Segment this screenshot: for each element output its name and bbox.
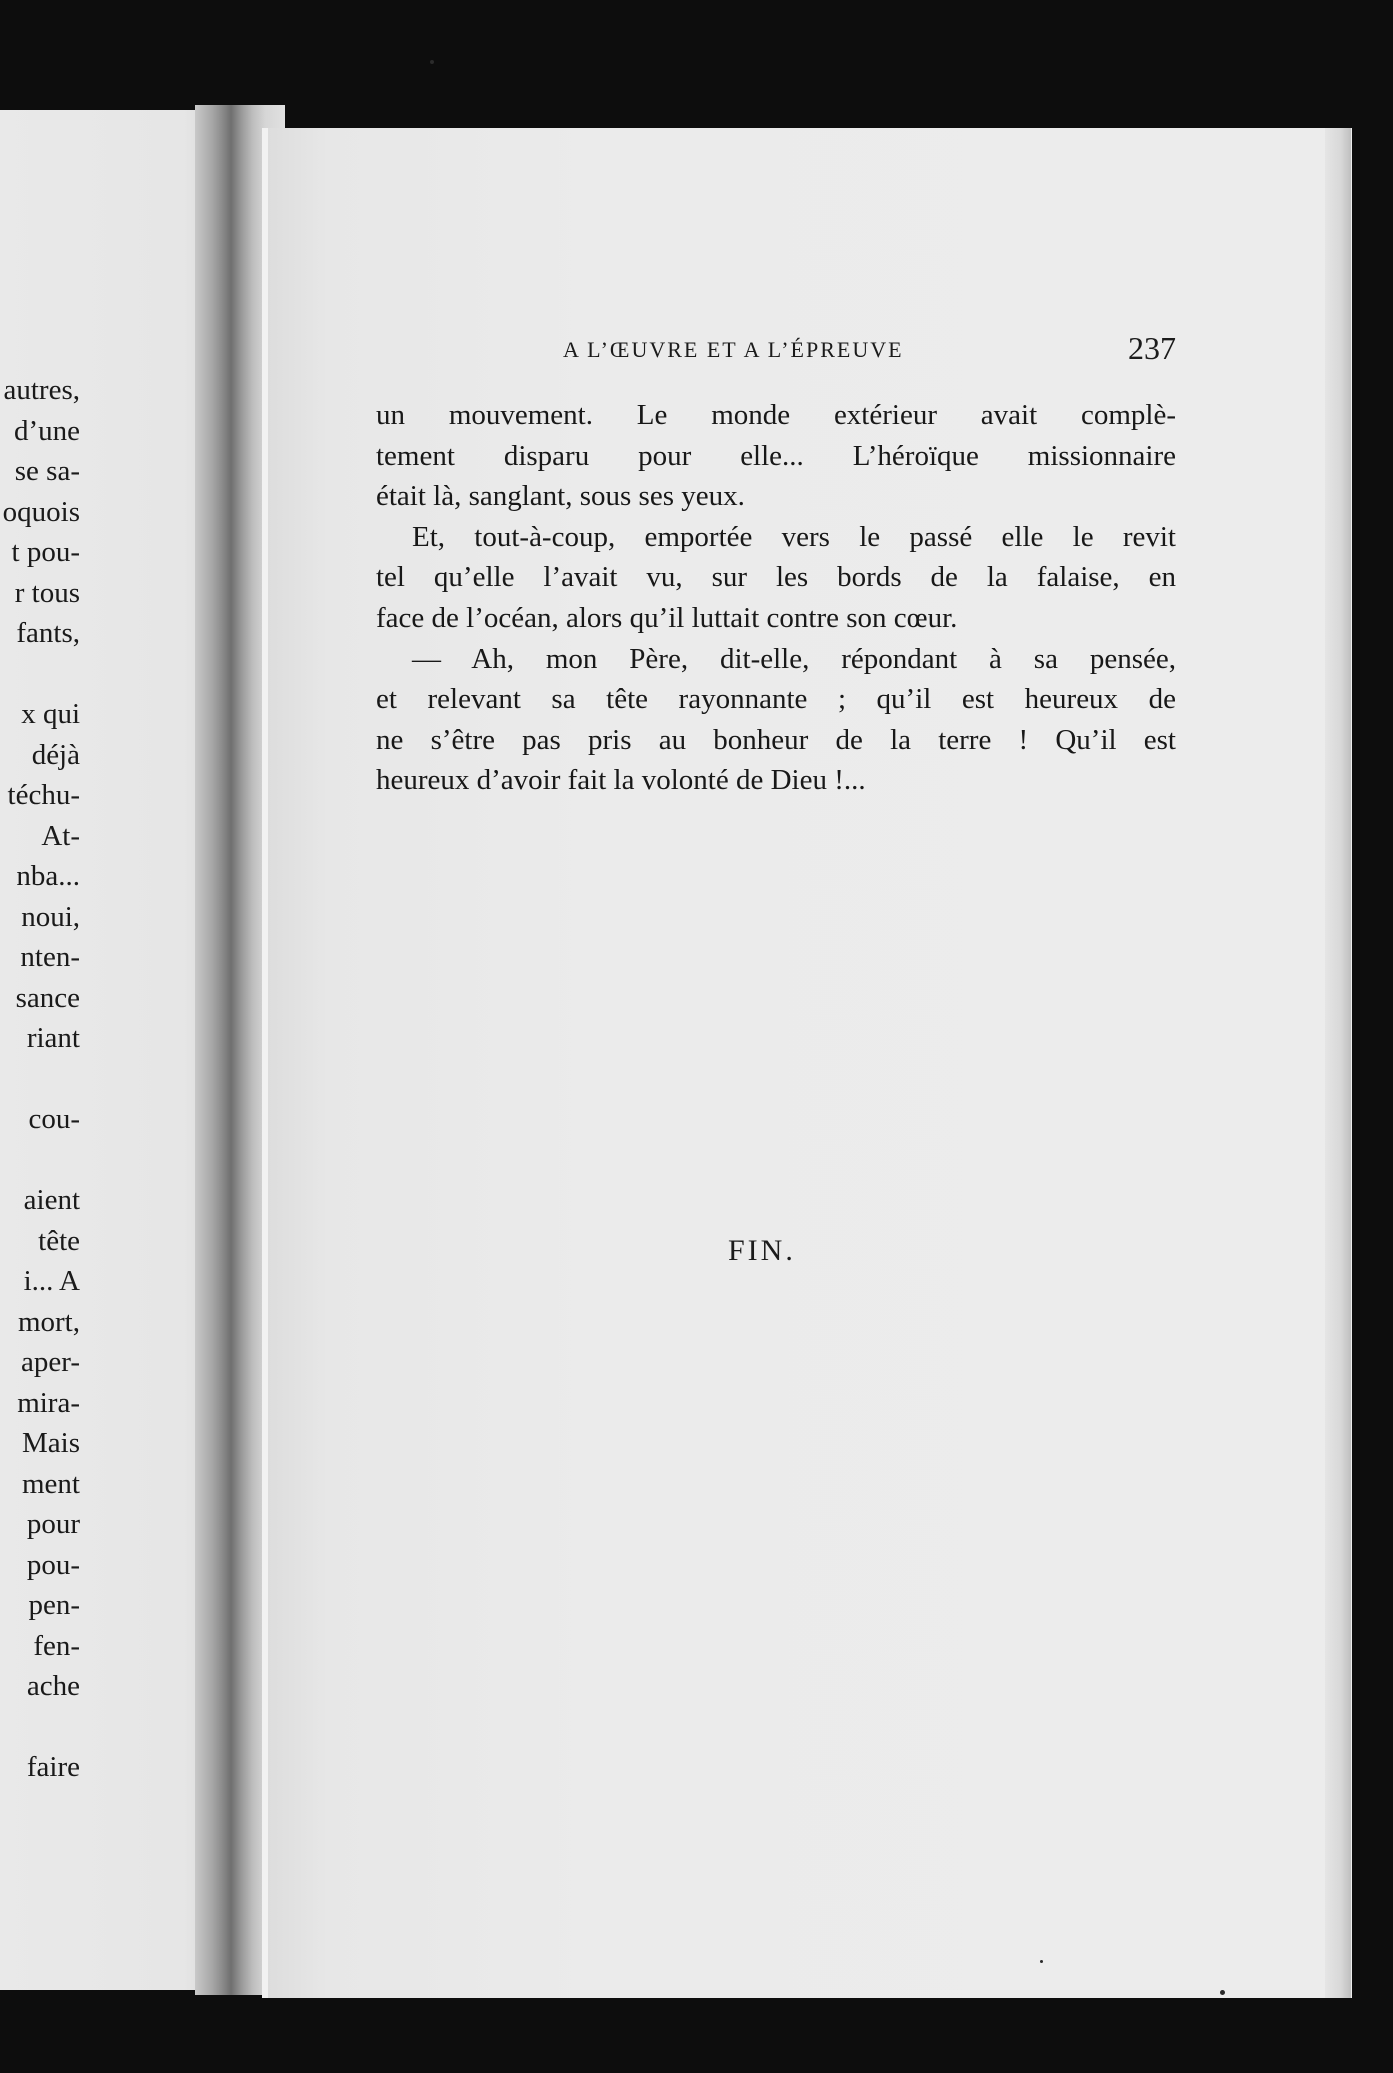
previous-page-line: nba...: [16, 860, 80, 892]
previous-page-line: sance: [15, 981, 80, 1014]
previous-page-line: [0, 1707, 80, 1748]
previous-page-line: ment: [22, 1467, 80, 1500]
previous-page-line: fants,: [16, 617, 80, 649]
text-line: était là, sanglant, sous ses yeux.: [376, 480, 745, 513]
previous-page-line: d’une: [13, 414, 80, 447]
previous-page-line: pour: [26, 1508, 80, 1540]
previous-page-line: fen-: [33, 1629, 80, 1662]
text-line: — Ah, mon Père, dit-elle, répondant à sa pensée,: [412, 642, 1176, 675]
text-line: ne s’être pas pris au bonheur de la terre ! Qu’il est: [376, 723, 1176, 756]
previous-page-line: r tous: [14, 576, 80, 609]
previous-page-line: mira-: [17, 1386, 80, 1419]
dust-speck: [1220, 1990, 1225, 1995]
previous-page-line: aper-: [21, 1346, 80, 1378]
previous-page-line: noui,: [21, 900, 80, 933]
previous-page-line: se sa-: [14, 455, 80, 487]
previous-page-line: nten-: [20, 941, 80, 973]
body-text: [376, 395, 1176, 801]
previous-page-line: cou-: [28, 1103, 80, 1135]
previous-page-line: ache: [26, 1670, 80, 1702]
previous-page-line: x qui: [21, 698, 80, 730]
previous-page-line: aient: [23, 1184, 80, 1216]
end-mark: FIN.: [728, 1234, 796, 1267]
previous-page-line: [0, 1140, 80, 1181]
previous-page-line: Mais: [22, 1427, 80, 1459]
previous-page-line: téchu-: [7, 779, 80, 811]
previous-page-line: [0, 654, 80, 695]
text-line: un mouvement. Le monde extérieur avait complè-: [376, 399, 1176, 431]
previous-page-line: riant: [26, 1022, 80, 1054]
previous-page-line: mort,: [17, 1305, 80, 1338]
text-line: face de l’océan, alors qu’il luttait contre son cœur.: [376, 601, 958, 634]
previous-page-line: autres,: [3, 374, 80, 406]
page-number: 237: [1128, 330, 1176, 366]
text-line: tement disparu pour elle... L’héroïque missionnaire: [376, 439, 1176, 472]
previous-page-line: oquois: [2, 495, 80, 528]
previous-page-line: i... A: [23, 1265, 80, 1297]
previous-page-line: tête: [38, 1224, 80, 1257]
previous-page-line: t pou-: [11, 536, 80, 568]
text-line: heureux d’avoir fait la volonté de Dieu !...: [376, 764, 866, 797]
text-line: Et, tout-à-coup, emportée vers le passé elle le revit: [412, 520, 1176, 553]
text-line: tel qu’elle l’avait vu, sur les bords de la falaise, en: [376, 561, 1176, 594]
previous-page-text: [0, 370, 80, 1788]
previous-page-line: faire: [26, 1751, 80, 1783]
previous-page-line: [0, 1059, 80, 1100]
previous-page-line: pou-: [26, 1548, 80, 1581]
dust-speck: [430, 60, 434, 64]
running-head: A L’ŒUVRE ET A L’ÉPREUVE: [563, 337, 904, 362]
dust-speck: [1040, 1960, 1043, 1963]
previous-page-line: At-: [41, 819, 80, 852]
page-edge: [1325, 128, 1351, 1998]
text-line: et relevant sa tête rayonnante ; qu’il est heureux de: [376, 683, 1176, 716]
previous-page-line: déjà: [31, 738, 80, 771]
previous-page-line: pen-: [28, 1589, 80, 1621]
